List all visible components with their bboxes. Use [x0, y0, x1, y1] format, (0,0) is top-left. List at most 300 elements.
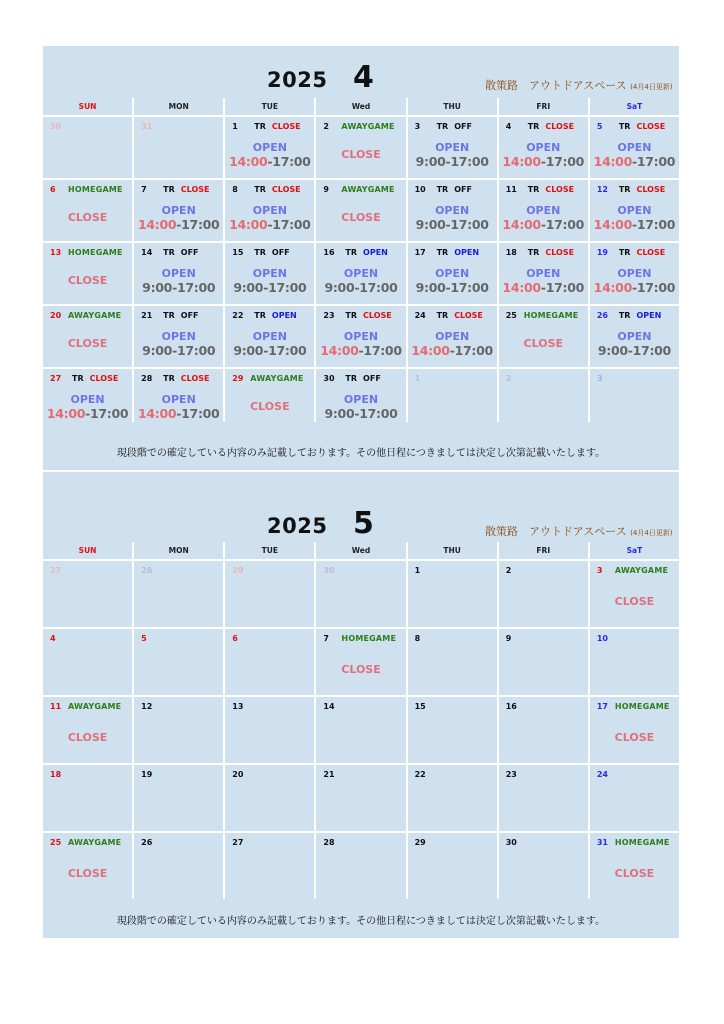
day-number: 27 [50, 374, 62, 383]
day-cell [590, 629, 679, 695]
cell-header [597, 702, 675, 711]
open-label: OPEN [252, 330, 287, 343]
cell-header [597, 566, 675, 575]
open-label: OPEN [617, 330, 652, 343]
day-cell [590, 117, 679, 178]
cell-header [506, 838, 584, 847]
cell-header [232, 122, 310, 131]
day-number: 24 [596, 770, 608, 779]
day-cell [316, 306, 405, 367]
day-number: 27 [232, 838, 244, 847]
tr-label: TR [254, 185, 266, 194]
cell-header [50, 702, 128, 711]
day-cell [134, 117, 223, 178]
open-start: 14:00 [502, 217, 541, 232]
open-hours: 9:00-17:00 [597, 343, 671, 358]
day-number: 6 [232, 634, 238, 643]
day-number: 17 [414, 248, 426, 257]
cell-header [506, 122, 584, 131]
open-hours: 9:00-17:00 [142, 280, 216, 295]
open-hours [590, 217, 679, 232]
day-number: 9 [505, 634, 512, 643]
day-cell [225, 561, 314, 627]
open-start: 14:00 [502, 154, 541, 169]
weekday-header: TUE [225, 98, 314, 115]
open-hours: 9:00-17:00 [233, 343, 307, 358]
cell-header [415, 566, 493, 575]
tr-status: OFF [363, 374, 381, 383]
day-number: 23 [505, 770, 517, 779]
caption-note: (4月4日更新) [630, 83, 673, 91]
tr-status: CLOSE [545, 122, 575, 131]
weekday-header: FRI [499, 98, 588, 115]
day-number: 30 [50, 122, 62, 131]
weekday-header: Wed [316, 98, 405, 115]
cell-header [415, 311, 493, 320]
cell-header [323, 566, 401, 575]
cell-header [597, 311, 675, 320]
day-number: 2 [505, 566, 512, 575]
open-hours: 9:00-17:00 [324, 406, 398, 421]
day-cell [134, 765, 223, 831]
cell-header [506, 248, 584, 257]
open-label: OPEN [161, 204, 196, 217]
open-label: OPEN [526, 141, 561, 154]
weekday-header: MON [134, 98, 223, 115]
weekday-header: SaT [590, 542, 679, 559]
weekday-header: Wed [316, 542, 405, 559]
cell-header [141, 634, 219, 643]
cell-header [415, 185, 493, 194]
weekday-header: MON [134, 542, 223, 559]
tr-status: OFF [454, 185, 472, 194]
weekday-header: THU [408, 98, 497, 115]
day-number: 15 [414, 702, 426, 711]
day-number: 21 [141, 311, 153, 320]
cell-header [141, 702, 219, 711]
day-number: 11 [50, 702, 62, 711]
cell-header [506, 566, 584, 575]
close-label: CLOSE [341, 663, 381, 676]
day-number: 29 [232, 566, 244, 575]
day-cell [499, 833, 588, 899]
day-cell [499, 117, 588, 178]
open-hours [590, 280, 679, 295]
day-number: 8 [232, 185, 238, 194]
game-event: HOMEGAME [523, 311, 579, 320]
day-cell [590, 243, 679, 304]
tr-label: TR [436, 311, 449, 320]
day-cell [316, 180, 405, 241]
day-cell [134, 306, 223, 367]
day-cell [43, 561, 132, 627]
open-end: -17:00 [540, 154, 585, 169]
close-label: CLOSE [67, 337, 108, 350]
open-end: -17:00 [85, 406, 129, 421]
open-label: OPEN [252, 141, 287, 154]
day-cell [43, 243, 132, 304]
day-number: 15 [232, 248, 244, 257]
open-label: OPEN [252, 267, 287, 280]
day-cell [43, 833, 132, 899]
day-number: 14 [323, 702, 335, 711]
game-event: AWAYGAME [68, 838, 122, 847]
day-cell [499, 697, 588, 763]
close-label: CLOSE [614, 595, 655, 608]
cell-header [232, 374, 310, 383]
day-cell [225, 243, 314, 304]
day-cell [316, 833, 405, 899]
cell-header [415, 374, 493, 383]
day-number: 24 [414, 311, 426, 320]
open-hours: 9:00-17:00 [415, 217, 489, 232]
day-number: 26 [141, 838, 153, 847]
calendar-april [43, 46, 679, 470]
day-number: 10 [414, 185, 426, 194]
day-number: 6 [50, 185, 56, 194]
tr-label: TR [163, 248, 175, 257]
weekday-header: FRI [499, 542, 588, 559]
day-number: 4 [50, 634, 56, 643]
day-cell [43, 306, 132, 367]
day-cell [225, 833, 314, 899]
tr-label: TR [72, 374, 84, 383]
tr-label: TR [436, 185, 449, 194]
day-number: 29 [232, 374, 244, 383]
day-cell [590, 369, 679, 430]
day-cell [408, 833, 497, 899]
day-cell [225, 180, 314, 241]
open-hours [134, 406, 223, 421]
close-label: CLOSE [341, 211, 381, 224]
day-number: 12 [141, 702, 153, 711]
open-hours [499, 280, 588, 295]
cell-header [597, 248, 675, 257]
day-number: 22 [414, 770, 426, 779]
open-end: -17:00 [358, 343, 402, 358]
open-start: 14:00 [593, 280, 632, 295]
day-cell [134, 833, 223, 899]
cell-header [232, 311, 310, 320]
cell-header [506, 770, 584, 779]
day-number: 1 [414, 374, 421, 383]
day-number: 17 [596, 702, 608, 711]
day-number: 25 [505, 311, 517, 320]
day-cell [499, 561, 588, 627]
tr-label: TR [618, 185, 631, 194]
open-hours [225, 217, 314, 232]
game-event: HOMEGAME [68, 185, 123, 194]
tr-label: TR [618, 248, 631, 257]
game-event: HOMEGAME [614, 838, 670, 847]
weekday-header: SUN [43, 98, 132, 115]
close-label: CLOSE [67, 731, 108, 744]
day-cell [408, 180, 497, 241]
tr-label: TR [254, 122, 266, 131]
day-cell [316, 369, 405, 430]
caption-main: 散策路 アウトドアスペース [485, 79, 627, 92]
day-cell [499, 369, 588, 430]
day-number: 20 [50, 311, 62, 320]
tr-label: TR [527, 185, 540, 194]
cell-header [141, 838, 219, 847]
close-label: CLOSE [67, 211, 108, 224]
day-cell [43, 180, 132, 241]
day-number: 27 [50, 566, 62, 575]
open-end: -17:00 [540, 217, 585, 232]
day-cell [408, 306, 497, 367]
day-cell [134, 180, 223, 241]
day-cell [590, 180, 679, 241]
day-number: 19 [596, 248, 608, 257]
cell-header [141, 122, 219, 131]
day-number: 20 [232, 770, 244, 779]
tr-status: CLOSE [271, 185, 301, 194]
cell-header [141, 770, 219, 779]
day-number: 31 [141, 122, 153, 131]
day-cell [43, 369, 132, 430]
tr-status: OPEN [454, 248, 480, 257]
day-number: 18 [50, 770, 62, 779]
calendar-may [43, 472, 679, 938]
tr-status: CLOSE [271, 122, 301, 131]
header-caption [485, 77, 673, 93]
tr-label: TR [618, 122, 631, 131]
cell-header [597, 838, 675, 847]
cell-header [506, 702, 584, 711]
open-label: OPEN [435, 141, 470, 154]
open-start: 14:00 [229, 154, 268, 169]
day-cell [316, 629, 405, 695]
day-cell [499, 765, 588, 831]
day-cell [316, 561, 405, 627]
tr-label: TR [254, 248, 266, 257]
open-hours [499, 154, 588, 169]
tr-label: TR [163, 311, 175, 320]
day-number: 12 [596, 185, 608, 194]
cell-header [232, 248, 310, 257]
day-cell [43, 629, 132, 695]
cell-header [50, 248, 128, 257]
day-number: 5 [596, 122, 603, 131]
day-cell [134, 369, 223, 430]
day-number: 10 [596, 634, 608, 643]
tr-status: OFF [454, 122, 472, 131]
open-label: OPEN [70, 393, 105, 406]
tr-label: TR [436, 248, 449, 257]
open-end: -17:00 [267, 154, 311, 169]
cell-header [50, 770, 128, 779]
calendar-grid [43, 98, 679, 422]
open-label: OPEN [617, 141, 652, 154]
game-event: AWAYGAME [68, 311, 122, 320]
day-number: 13 [232, 702, 244, 711]
day-number: 7 [323, 634, 329, 643]
day-number: 30 [323, 566, 335, 575]
day-cell [408, 243, 497, 304]
game-event: AWAYGAME [341, 122, 395, 131]
cell-header [323, 838, 401, 847]
day-number: 11 [505, 185, 517, 194]
open-label: OPEN [526, 204, 561, 217]
day-number: 30 [505, 838, 517, 847]
cell-header [323, 770, 401, 779]
cell-header [141, 248, 219, 257]
tr-label: TR [163, 374, 175, 383]
day-cell [316, 765, 405, 831]
open-label: OPEN [343, 267, 379, 280]
day-number: 16 [323, 248, 335, 257]
cell-header [415, 122, 493, 131]
day-number: 25 [50, 838, 62, 847]
cell-header [597, 374, 675, 383]
day-number: 1 [232, 122, 238, 131]
tr-status: CLOSE [180, 374, 210, 383]
close-label: CLOSE [614, 731, 655, 744]
day-cell [43, 765, 132, 831]
tr-status: OFF [180, 311, 199, 320]
cell-header [50, 122, 128, 131]
open-label: OPEN [161, 330, 196, 343]
day-cell [408, 561, 497, 627]
cell-header [232, 770, 310, 779]
day-number: 21 [323, 770, 335, 779]
open-hours: 9:00-17:00 [142, 343, 216, 358]
day-cell [225, 306, 314, 367]
open-start: 14:00 [320, 343, 359, 358]
day-cell [408, 117, 497, 178]
caption-main: 散策路 アウトドアスペース [485, 525, 627, 538]
day-cell [134, 697, 223, 763]
day-cell [316, 697, 405, 763]
cell-header [415, 248, 493, 257]
tr-status: CLOSE [180, 185, 210, 194]
tr-status: OPEN [271, 311, 297, 320]
title-year: 2025 [267, 68, 328, 92]
cell-header [323, 248, 401, 257]
day-number: 28 [323, 838, 335, 847]
cell-header [232, 634, 310, 643]
open-start: 14:00 [137, 406, 177, 421]
open-label: OPEN [343, 393, 379, 406]
open-start: 14:00 [46, 406, 86, 421]
day-cell [499, 243, 588, 304]
open-label: OPEN [435, 204, 470, 217]
day-number: 18 [505, 248, 517, 257]
tr-label: TR [345, 248, 358, 257]
cell-header [50, 311, 128, 320]
cell-header [141, 374, 219, 383]
tr-status: OPEN [363, 248, 388, 257]
cell-header [506, 311, 584, 320]
open-start: 14:00 [229, 217, 268, 232]
open-hours [225, 154, 314, 169]
tr-label: TR [345, 374, 358, 383]
day-number: 22 [232, 311, 244, 320]
open-label: OPEN [252, 204, 287, 217]
day-cell [590, 561, 679, 627]
cell-header [141, 185, 219, 194]
open-label: OPEN [435, 330, 470, 343]
open-end: -17:00 [176, 406, 220, 421]
cell-header [323, 634, 401, 643]
day-number: 28 [141, 374, 153, 383]
open-end: -17:00 [540, 280, 585, 295]
day-cell [590, 306, 679, 367]
tr-label: TR [618, 311, 631, 320]
cell-header [597, 634, 675, 643]
open-hours [408, 343, 497, 358]
open-hours [43, 406, 132, 421]
day-cell [134, 243, 223, 304]
open-hours [316, 343, 405, 358]
day-cell [590, 833, 679, 899]
day-number: 13 [50, 248, 62, 257]
tr-status: CLOSE [545, 185, 575, 194]
cell-header [323, 311, 401, 320]
open-label: OPEN [526, 267, 561, 280]
day-number: 31 [596, 838, 608, 847]
day-cell [43, 117, 132, 178]
cell-header [323, 122, 401, 131]
cell-header [323, 374, 401, 383]
title-year: 2025 [267, 514, 328, 538]
cell-header [597, 770, 675, 779]
day-number: 9 [323, 185, 329, 194]
caption-note: (4月4日更新) [630, 529, 673, 537]
weekday-header: THU [408, 542, 497, 559]
day-cell [225, 765, 314, 831]
day-number: 16 [505, 702, 517, 711]
day-number: 1 [414, 566, 421, 575]
game-event: AWAYGAME [68, 702, 122, 711]
tr-label: TR [254, 311, 266, 320]
game-event: AWAYGAME [250, 374, 304, 383]
open-hours [134, 217, 223, 232]
title-month: 4 [353, 60, 374, 95]
day-cell [499, 180, 588, 241]
cell-header [506, 634, 584, 643]
day-cell [43, 697, 132, 763]
close-label: CLOSE [341, 148, 381, 161]
footer-note: 現段階での確定している内容のみ記載しております。その他日程につきましては決定し次第記載いたします。 [116, 916, 606, 927]
day-cell [316, 117, 405, 178]
day-number: 14 [141, 248, 153, 257]
open-start: 14:00 [593, 217, 632, 232]
cell-header [50, 838, 128, 847]
cell-header [50, 634, 128, 643]
open-hours: 9:00-17:00 [415, 154, 489, 169]
day-cell [134, 561, 223, 627]
cell-header [597, 122, 675, 131]
tr-status: CLOSE [545, 248, 575, 257]
day-cell [225, 369, 314, 430]
title-month: 5 [353, 506, 374, 541]
day-cell [499, 306, 588, 367]
open-label: OPEN [161, 393, 196, 406]
day-number: 19 [141, 770, 153, 779]
cell-header [232, 185, 310, 194]
day-number: 26 [596, 311, 608, 320]
close-label: CLOSE [614, 867, 655, 880]
day-cell [225, 629, 314, 695]
tr-status: OPEN [636, 311, 662, 320]
cell-header [232, 838, 310, 847]
tr-label: TR [527, 248, 540, 257]
open-label: OPEN [343, 330, 379, 343]
open-start: 14:00 [411, 343, 450, 358]
open-hours: 9:00-17:00 [233, 280, 307, 295]
